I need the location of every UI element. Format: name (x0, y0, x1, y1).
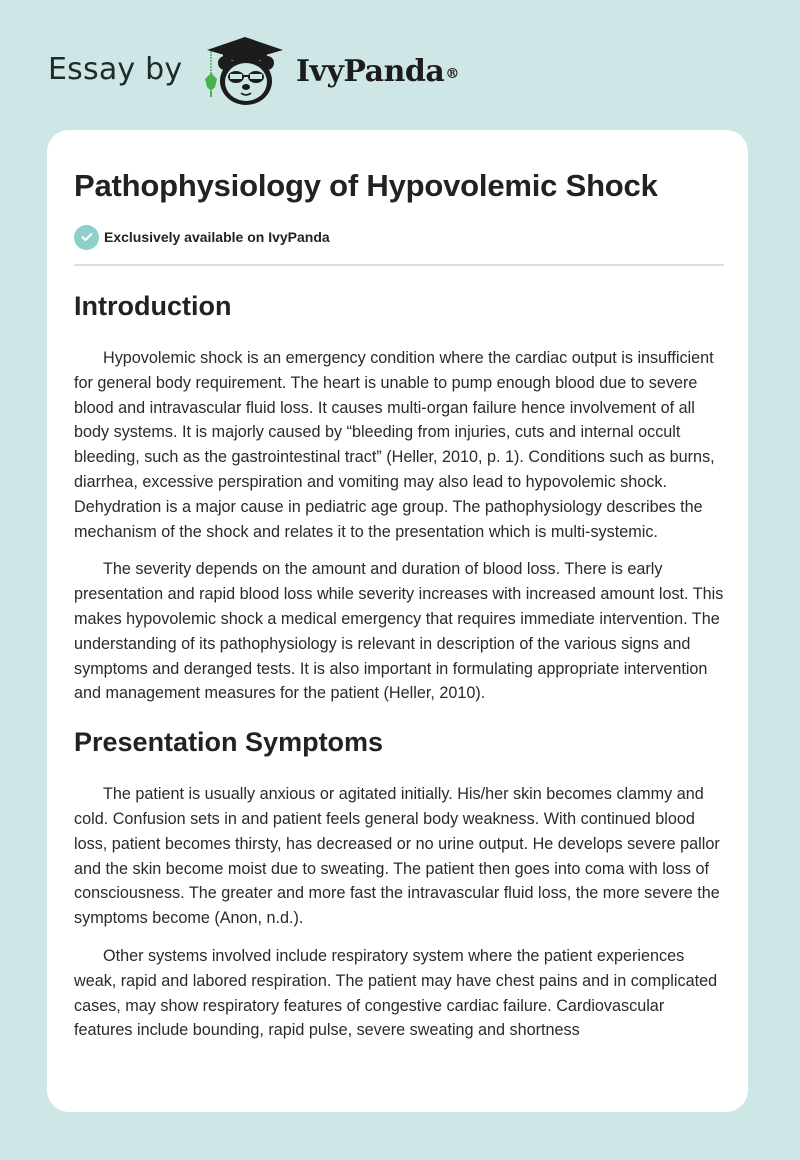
essay-by-label: Essay by (48, 52, 183, 87)
registered-mark: ® (445, 66, 459, 82)
page-title: Pathophysiology of Hypovolemic Shock (74, 168, 658, 203)
exclusive-label: Exclusively available on IvyPanda (104, 229, 330, 245)
exclusive-badge (74, 224, 724, 250)
essay-content (74, 130, 724, 1043)
paragraph: The patient is usually anxious or agitated initially. His/her skin becomes clammy and cold. Confusion sets in and patient feels general body weakness. With continued blood loss, patient becomes thirsty, has decreased or no urine output. He develops severe pallor and the skin become moist due to sweating. The patient then goes into coma with loss of consciousness. The greater and more fast the intravascular fluid loss, the more severe the symptoms become (Anon, n.d.). (74, 785, 720, 928)
paragraph: Hypovolemic shock is an emergency condition where the cardiac output is insufficient for general body requirement. The heart is unable to pump enough blood due to severe blood and intravascular fluid loss. It causes multi-organ failure hence involvement of all body systems. It is majorly caused by “bleeding from injuries, cuts and internal occult bleeding, such as the gastrointestinal tract” (Heller, 2010, p. 1). Conditions such as burns, diarrhea, excessive perspiration and vomiting may also lead to hypovolemic shock. Dehydration is a major cause in pediatric age group. The pathophysiology describes the mechanism of the shock and relates it to the presentation which is multi-systemic. (74, 349, 715, 541)
title-divider (74, 264, 724, 266)
paragraph: Other systems involved include respiratory system where the patient experiences weak, rapid and labored respiration. The patient may have chest pains and in complicated cases, may show respiratory features of congestive cardiac failure. Cardiovascular features include bounding, rapid pulse, severe sweating and shortness (74, 946, 718, 1040)
essay-card (47, 130, 748, 1112)
site-header (0, 0, 800, 130)
check-circle-icon (74, 225, 99, 250)
panda-logo-icon[interactable] (201, 35, 293, 107)
brand-name-text: IvyPanda (296, 54, 445, 89)
section-heading-introduction: Introduction (74, 291, 232, 321)
brand-name[interactable] (296, 50, 459, 94)
section-heading-presentation-symptoms: Presentation Symptoms (74, 727, 384, 758)
paragraph: The severity depends on the amount and duration of blood loss. There is early presentation and rapid blood loss while severity increases with increased amount lost. This makes hypovolemic shock a medical emergency that requires immediate intervention. The understanding of its pathophysiology is relevant in description of the various signs and symptoms and deranged tests. It is also important in formulating appropriate intervention and management measures for the patient (Heller, 2010). (74, 560, 724, 703)
